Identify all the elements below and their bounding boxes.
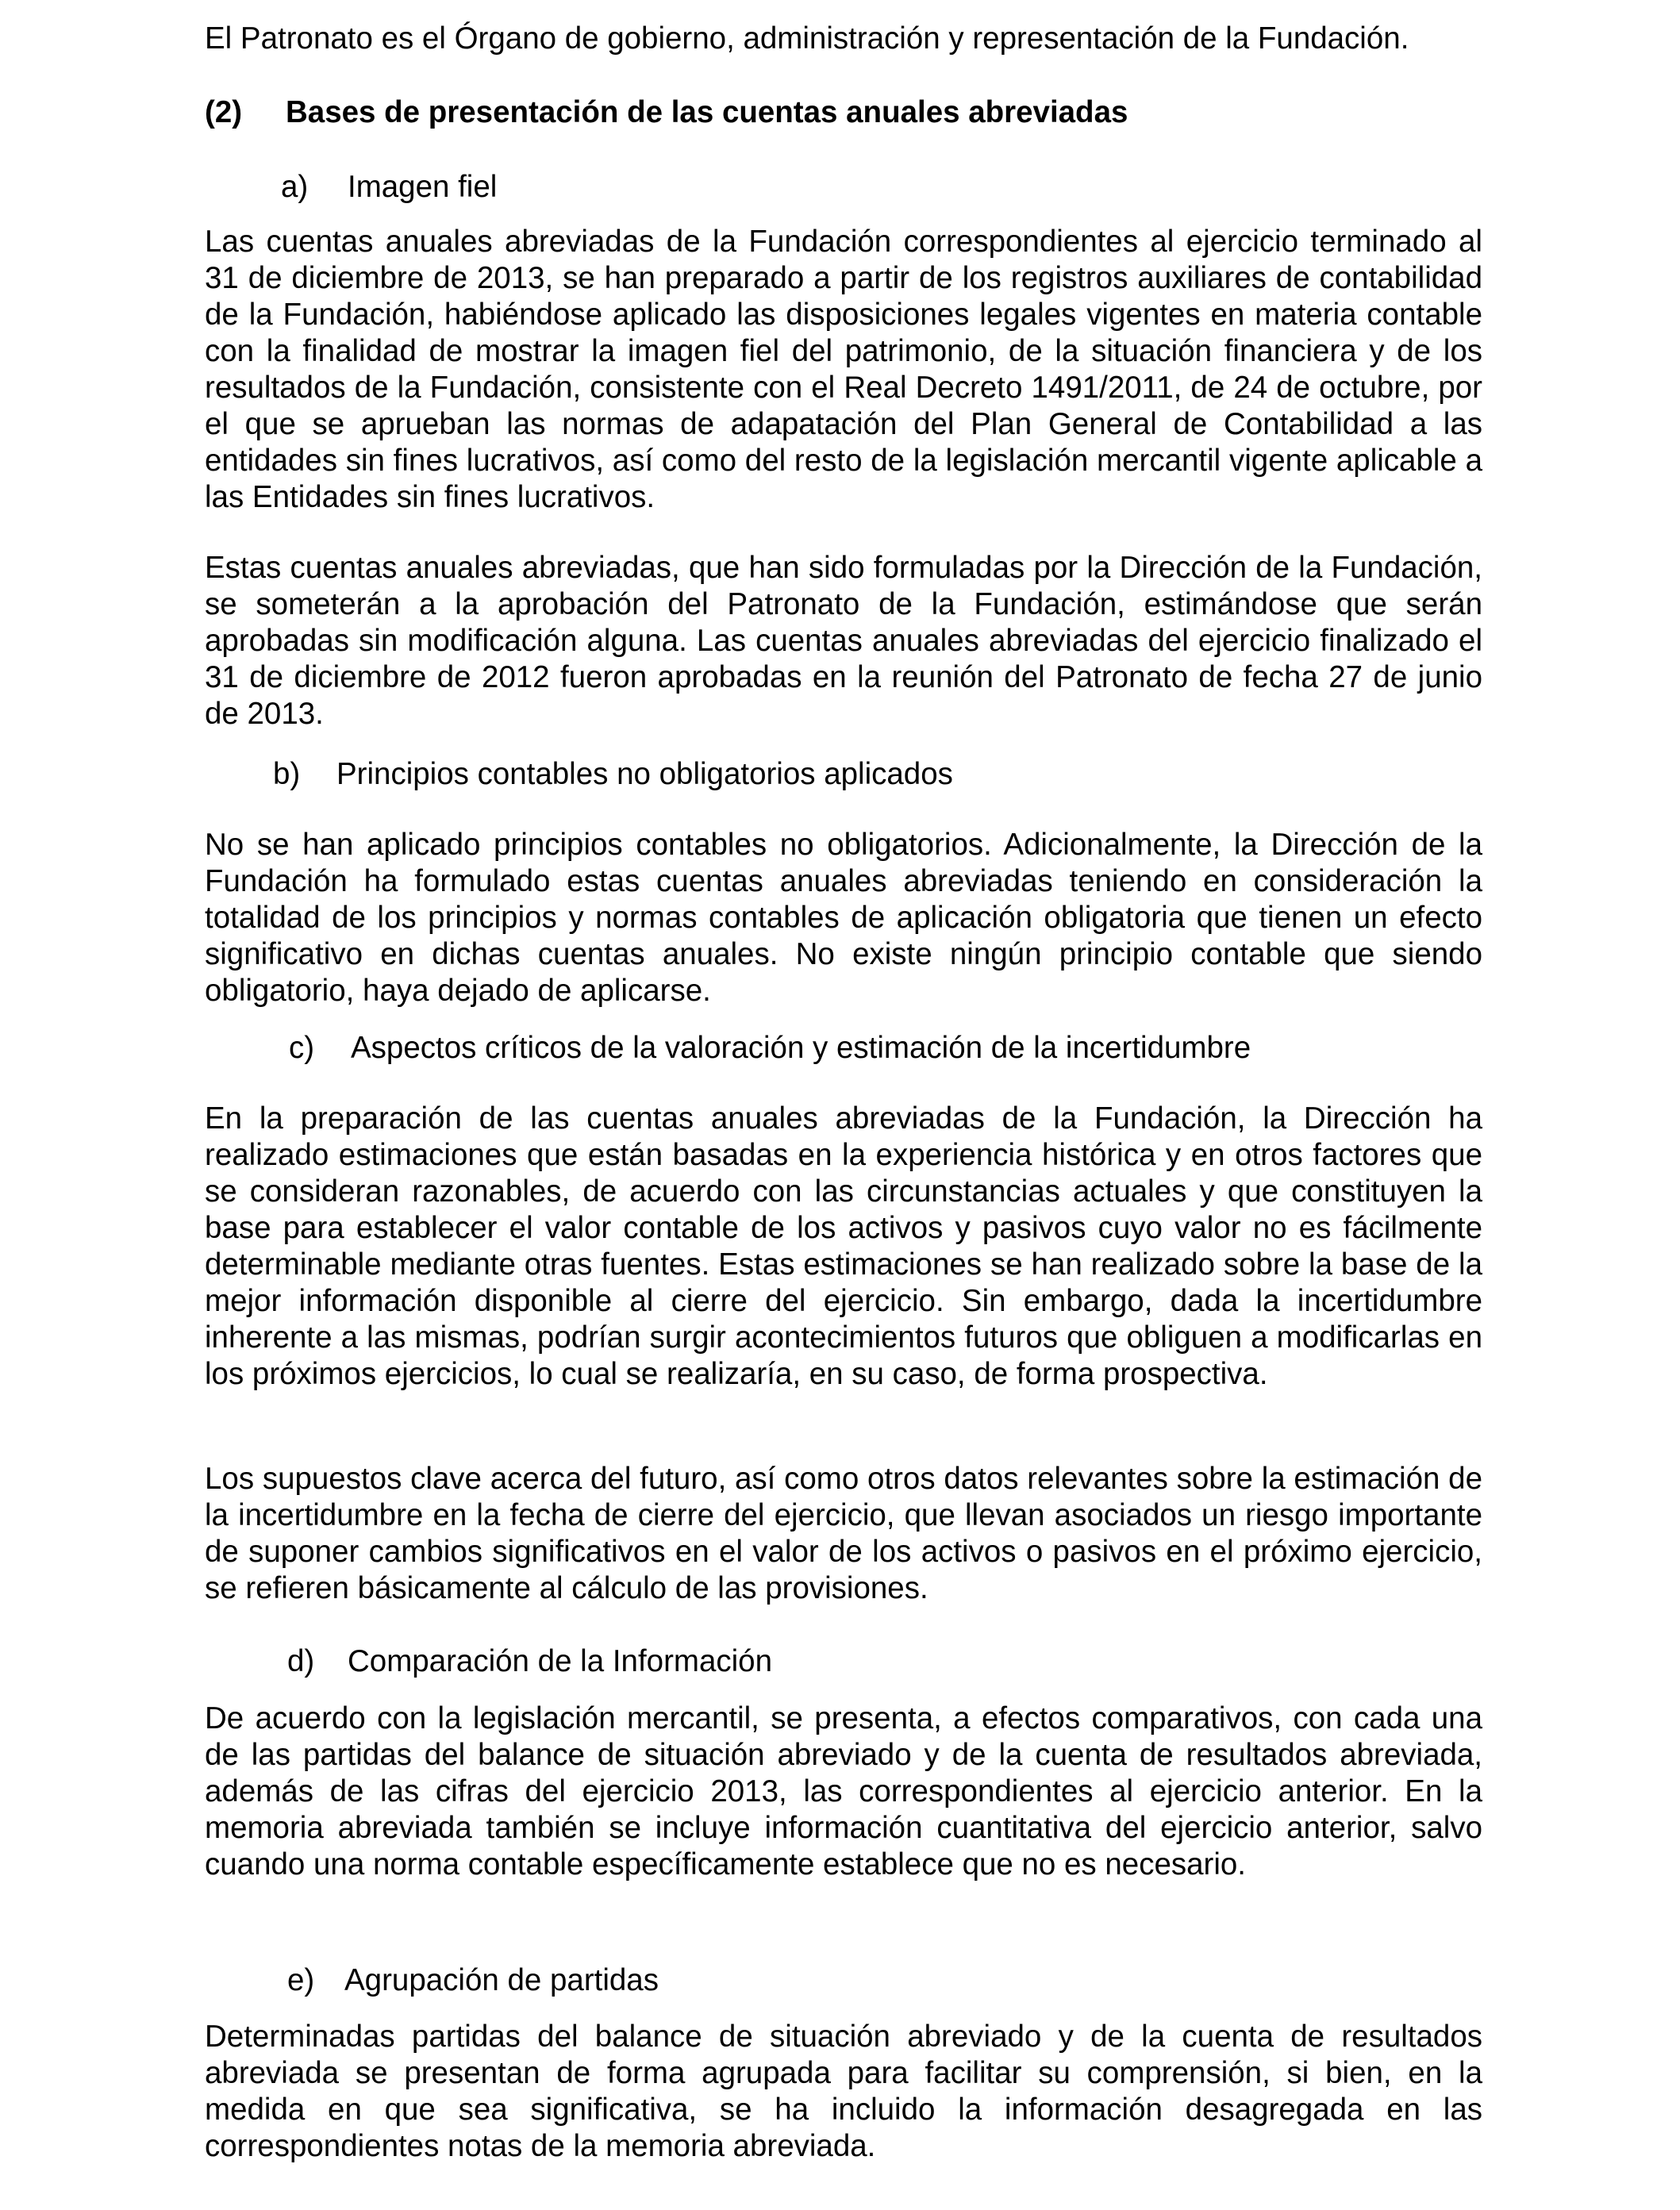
paragraph-c-2: Los supuestos clave acerca del futuro, así como otros datos relevantes sobre la estimación de la incertidumbre en la fecha de cierre del ejercicio, que llevan asociados un riesgo importante de suponer cambios significativos en el valor de los activos o pasivos en el próximo ejercicio, se refieren básicamente al cálculo de las provisiones. <box>205 1462 1482 1605</box>
paragraph-a-1: Las cuentas anuales abreviadas de la Fundación correspondientes al ejercicio terminado al 31 de diciembre de 2013, se han preparado a partir de los registros auxiliares de contabilidad de la Fundación, habiéndose aplicado las disposiciones legales vigentes en materia contable con la finalidad de mostrar la imagen fiel del patrimonio, de la situación financiera y de los resultados de la Fundación, consistente con el Real Decreto 1491/2011, de 24 de octubre, por el que se aprueban las normas de adapatación del Plan General de Contabilidad a las entidades sin fines lucrativos, así como del resto de la legislación mercantil vigente aplicable a las Entidades sin fines lucrativos. <box>205 225 1482 514</box>
subsection-title: Imagen fiel <box>348 170 498 204</box>
section-number: (2) <box>205 95 243 129</box>
subsection-heading-b <box>273 756 953 793</box>
subsection-letter: b) <box>273 757 301 791</box>
paragraph-e-1: Determinadas partidas del balance de situación abreviado y de la cuenta de resultados abreviada se presentan de forma agrupada para facilitar su comprensión, si bien, en la medida en que sea significativa, se ha incluido la información desagregada en las correspondientes notas de la memoria abreviada. <box>205 2020 1482 2163</box>
paragraph-a-2: Estas cuentas anuales abreviadas, que han sido formuladas por la Dirección de la Fundación, se someterán a la aprobación del Patronato de la Fundación, estimándose que serán aprobadas sin modificación alguna. Las cuentas anuales abreviadas del ejercicio finalizado el 31 de diciembre de 2012 fueron aprobadas en la reunión del Patronato de fecha 27 de junio de 2013. <box>205 551 1482 731</box>
subsection-letter: e) <box>287 1963 315 1997</box>
subsection-heading-c <box>289 1030 1251 1067</box>
subsection-heading-d <box>287 1643 772 1680</box>
paragraph-d-1: De acuerdo con la legislación mercantil, se presenta, a efectos comparativos, con cada una de las partidas del balance de situación abreviado y de la cuenta de resultados abreviada, además de las cifras del ejercicio 2013, las correspondientes al ejercicio anterior. En la memoria abreviada también se incluye información cuantitativa del ejercicio anterior, salvo cuando una norma contable específicamente establece que no es necesario. <box>205 1701 1482 1881</box>
subsection-title: Comparación de la Información <box>348 1644 772 1678</box>
subsection-letter: a) <box>281 170 309 204</box>
subsection-letter: d) <box>287 1644 315 1678</box>
section-title: Bases de presentación de las cuentas anuales abreviadas <box>286 95 1128 129</box>
subsection-letter: c) <box>289 1031 315 1065</box>
intro-paragraph: El Patronato es el Órgano de gobierno, administración y representación de la Fundación. <box>205 21 1409 56</box>
subsection-heading-e <box>287 1962 659 1999</box>
paragraph-c-1: En la preparación de las cuentas anuales abreviadas de la Fundación, la Dirección ha realizado estimaciones que están basadas en la experiencia histórica y en otros factores que se consideran razonables, de acuerdo con las circunstancias actuales y que constituyen la base para establecer el valor contable de los activos y pasivos cuyo valor no es fácilmente determinable mediante otras fuentes. Estas estimaciones se han realizado sobre la base de la mejor información disponible al cierre del ejercicio. Sin embargo, dada la incertidumbre inherente a las mismas, podrían surgir acontecimientos futuros que obliguen a modificarlas en los próximos ejercicios, lo cual se realizaría, en su caso, de forma prospectiva. <box>205 1101 1482 1391</box>
subsection-heading-a <box>281 169 497 206</box>
subsection-title: Principios contables no obligatorios aplicados <box>336 757 953 791</box>
section-heading <box>205 94 1128 131</box>
subsection-title: Aspectos críticos de la valoración y estimación de la incertidumbre <box>351 1031 1251 1065</box>
subsection-title: Agrupación de partidas <box>344 1963 659 1997</box>
paragraph-b-1: No se han aplicado principios contables no obligatorios. Adicionalmente, la Dirección de la Fundación ha formulado estas cuentas anuales abreviadas teniendo en consideración la totalidad de los principios y normas contables de aplicación obligatoria que tienen un efecto significativo en dichas cuentas anuales. No existe ningún principio contable que siendo obligatorio, haya dejado de aplicarse. <box>205 828 1482 1008</box>
